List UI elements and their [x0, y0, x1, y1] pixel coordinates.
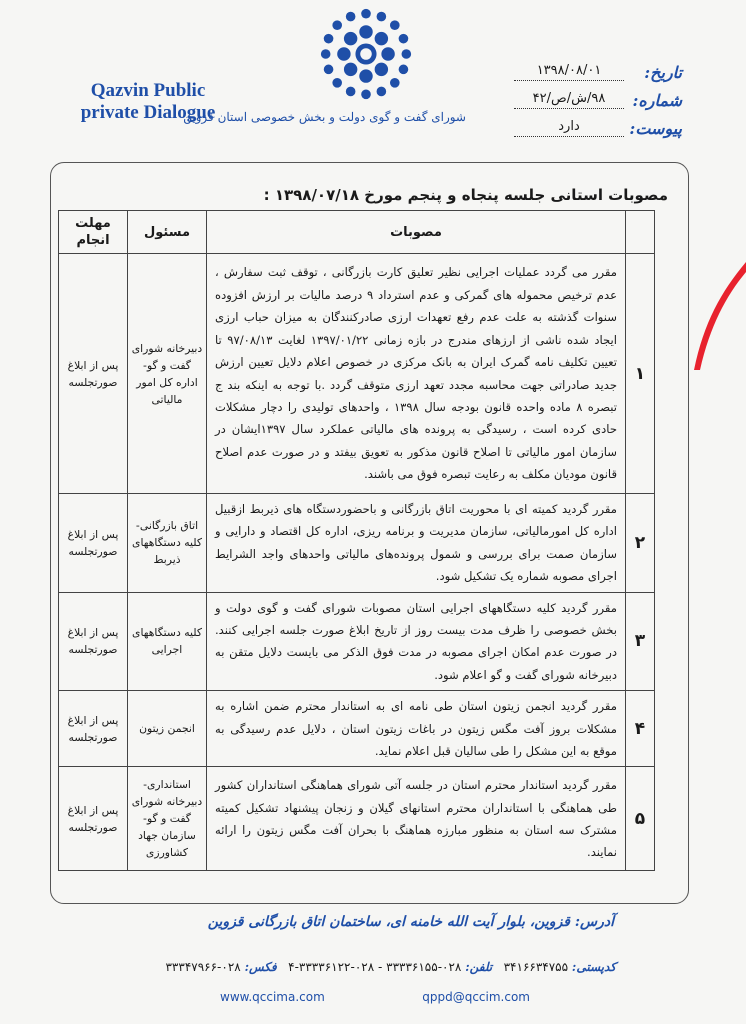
row-responsible: انجمن زیتون	[128, 691, 207, 767]
council-logo-icon	[318, 6, 414, 102]
row-deadline: پس از ابلاغ صورتجلسه	[59, 592, 128, 691]
phone-label: تلفن:	[465, 960, 493, 974]
number-row	[442, 86, 682, 114]
footer-links	[220, 990, 530, 1004]
email-link[interactable]: qppd@qccim.com	[422, 990, 530, 1004]
row-responsible: دبیرخانه شورای گفت و گو- اداره کل امور مالیاتی	[128, 254, 207, 494]
attachment-label: پیوست:	[629, 118, 682, 138]
header-number	[626, 211, 655, 254]
row-number: ۲	[626, 494, 655, 593]
footer-contacts	[165, 960, 616, 974]
footer-address: آدرس: قزوین، بلوار آیت الله خامنه ای، ساختمان اتاق بازرگانی قزوین	[207, 914, 614, 930]
row-deadline: پس از ابلاغ صورتجلسه	[59, 767, 128, 871]
postal-value: ۳۴۱۶۶۳۴۷۵۵	[503, 960, 569, 974]
row-number: ۴	[626, 691, 655, 767]
row-resolution-text: مقرر گردید استاندار محترم استان در جلسه آتی شورای هماهنگی استانداران کشور طی هماهنگی با استانداران محترم استانهای گیلان و زنجان پیشنهاد تشکیل کمیته مشترک سه استان به منظور مبارزه هماهنگ با بحران آفت مگس زیتون را ارائه نمایند.	[207, 767, 626, 871]
website-link[interactable]: www.qccima.com	[220, 990, 325, 1004]
brand-line-2: private Dialogue	[80, 102, 216, 123]
table-row	[59, 691, 655, 767]
brand-line-1: Qazvin Public	[90, 80, 206, 101]
row-responsible: استانداری- دبیرخانه شورای گفت و گو- سازمان جهاد کشاورزی	[128, 767, 207, 871]
table-row	[59, 767, 655, 871]
row-responsible: کلیه دستگاههای اجرایی	[128, 592, 207, 691]
row-deadline: پس از ابلاغ صورتجلسه	[59, 254, 128, 494]
row-resolution-text: مقرر گردید کلیه دستگاههای اجرایی استان مصوبات شورای گفت و گوی دولت و بخش خصوصی را ظرف مدت بیست روز از تاریخ ابلاغ صورت جلسه اجرایی کنند. در صورت عدم امکان اجرای مصوبه در مدت فوق الذکر می بایست دلایل متقن به دبیرخانه شورای گفت و گو اعلام شود.	[207, 592, 626, 691]
resolutions-table	[58, 210, 655, 871]
phone-value: ۰۲۸-۳۳۳۳۶۱۵۵ - ۰۲۸-۳۳۳۳۶۱۲۲-۴	[288, 960, 462, 974]
header-resolutions: مصوبات	[207, 211, 626, 254]
row-responsible: اتاق بازرگانی- کلیه دستگاههای ذیربط	[128, 494, 207, 593]
attachment-row	[442, 114, 682, 142]
row-resolution-text: مقرر گردید کمیته ای با محوریت اتاق بازرگانی و باحضوردستگاه های ذیربط ازقبیل اداره کل امورمالیاتی، سازمان مدیریت و برنامه ریزی، اداره کل اقتصاد و دارایی و سازمان صمت برای بررسی و شمول پرونده‌های مالیاتی واحدهای واجد الشرایط اجرای مصوبه شماره یک تشکیل شود.	[207, 494, 626, 593]
logo-caption: شورای گفت و گوی دولت و بخش خصوصی استان قزوین	[183, 110, 466, 124]
table-row	[59, 592, 655, 691]
row-deadline: پس از ابلاغ صورتجلسه	[59, 494, 128, 593]
number-label: شماره:	[632, 90, 682, 110]
row-number: ۱	[626, 254, 655, 494]
fax-value: ۰۲۸-۳۳۳۴۷۹۶۶	[165, 960, 241, 974]
table-header-row	[59, 211, 655, 254]
row-deadline: پس از ابلاغ صورتجلسه	[59, 691, 128, 767]
table-row	[59, 494, 655, 593]
header-responsible: مسئول	[128, 211, 207, 254]
header-deadline: مهلت انجام	[59, 211, 128, 254]
row-number: ۳	[626, 592, 655, 691]
letter-metadata	[442, 58, 682, 142]
table-row	[59, 254, 655, 494]
red-swoosh-icon	[686, 262, 746, 372]
postal-label: کدپستی:	[571, 960, 616, 974]
date-row	[442, 58, 682, 86]
row-number: ۵	[626, 767, 655, 871]
date-label: تاریخ:	[644, 62, 682, 82]
number-value: ۹۸/ش/ص/۴۲	[514, 91, 624, 109]
date-value: ۱۳۹۸/۰۸/۰۱	[514, 63, 624, 81]
document-title: مصوبات استانی جلسه پنجاه و پنجم مورخ ۱۳۹۸/۰۷/۱۸ :	[263, 186, 668, 204]
attachment-value: دارد	[514, 119, 624, 137]
row-resolution-text: مقرر می گردد عملیات اجرایی نظیر تعلیق کارت بازرگانی ، توقف ثبت سفارش ، عدم ترخیص محموله های گمرکی و عدم استرداد ۹ درصد مالیات بر ارزش افزوده سنوات گذشته به علت عدم رفع تعهدات ارزی صادرکنندگان به میزان حباب ارزی ایجاد شده ناشی از ارزهای مندرج در بازه زمانی ۱۳۹۷/۰۱/۲۲ لغایت ۹۷/۰۸/۱۳ تا تعیین تکلیف نامه گمرک ایران به بانک مرکزی در خصوص اعلام دلایل تعیین ارزش جدید صادراتی جهت محاسبه مجدد تعهد ارزی متوقف گردد .با توجه به اینکه بند ج تبصره ۸ ماده واحده قانون بودجه سال ۱۳۹۸ ، واحدهای تولیدی را دچار مشکلات حادی کرده است ، رسیدگی به پرونده های مالیاتی عملکرد سال ۱۳۹۷ایشان در سازمان امور مالیاتی تا اصلاح قانون مذکور به تعویق بیفتد و در صورت عدم اصلاح قانون مودیان مکلف به رعایت تبصره فوق می باشند.	[207, 254, 626, 494]
fax-label: فکس:	[244, 960, 277, 974]
row-resolution-text: مقرر گردید انجمن زیتون استان طی نامه ای به استاندار محترم ضمن اشاره به مشکلات بروز آفت مگس زیتون در باغات زیتون استان ، دلایل عدم رسیدگی به موقع به این مشکل را طی سالیان قبل اعلام نماید.	[207, 691, 626, 767]
